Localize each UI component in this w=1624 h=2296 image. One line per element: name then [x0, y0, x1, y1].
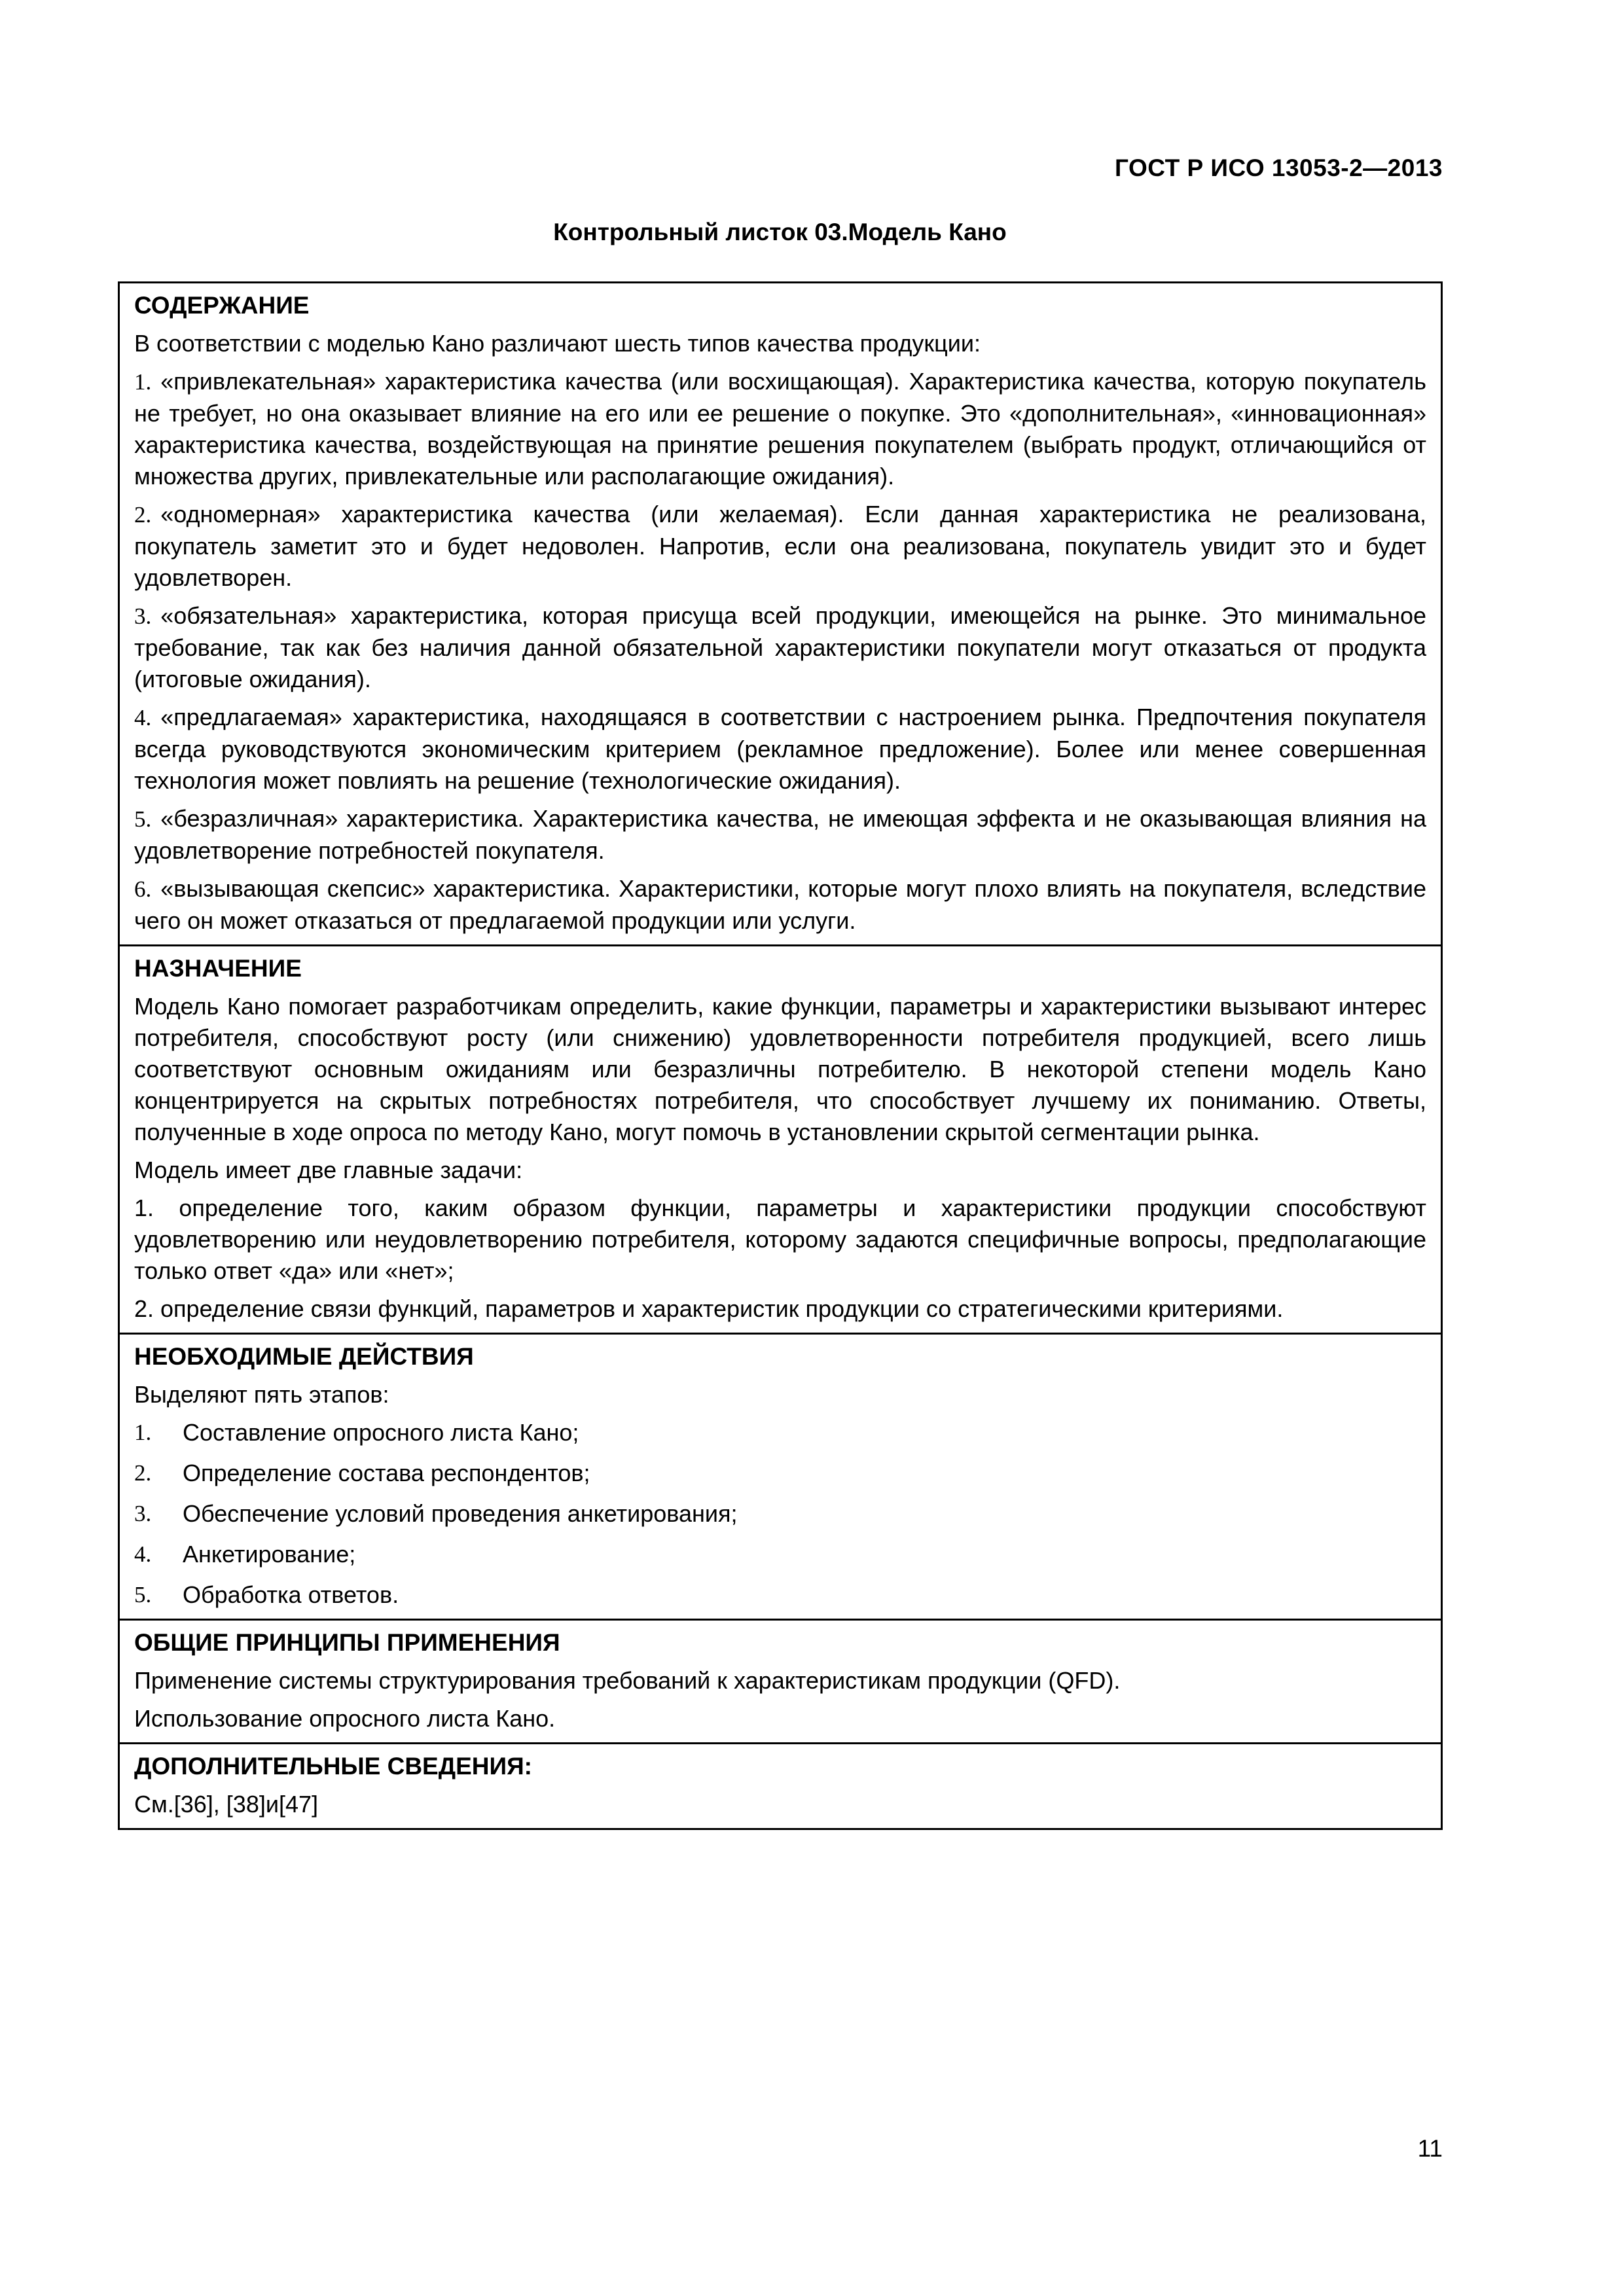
content-intro: В соответствии с моделью Кано различают шесть типов качества продукции:: [134, 330, 981, 357]
item-number: 1.: [134, 369, 152, 395]
section-heading-principles: ОБЩИЕ ПРИНЦИПЫ ПРИМЕНЕНИЯ: [134, 1629, 560, 1656]
references: См.[36], [38]и[47]: [134, 1791, 319, 1818]
item-text: «предлагаемая» характеристика, находящаяся в соответствии с настроением рынка. Предпочтения покупателя всегда руководствуются экономическим критерием (рекламное предложение). Более или менее совершенная технология может повлиять на решение (технологические ожидания).: [134, 704, 1426, 794]
step-number: 5.: [134, 1582, 152, 1607]
step-text: Обработка ответов.: [183, 1581, 399, 1608]
checklist-table: [118, 281, 1443, 1830]
purpose-paragraph: Модель Кано помогает разработчикам определить, какие функции, параметры и характеристики вызывают интерес потребителя, способствуют росту (или снижению) удовлетворенности потребителя продукцией, всего лишь соответствуют основным ожиданиям или безразличны потребителю. В некоторой степени модель Кано концентрируется на скрытых потребностях потребителя, что способствует лучшему их пониманию. Ответы, полученные в ходе опроса по методу Кано, могут помочь в установлении скрытой сегментации рынка.: [134, 993, 1426, 1145]
section-actions: [120, 1335, 1441, 1621]
content-item-3: [134, 600, 1426, 695]
step-text: Анкетирование;: [183, 1541, 356, 1568]
list-item: [134, 1539, 1426, 1570]
purpose-task-1: 1. определение того, каким образом функции, параметры и характеристики продукции способствуют удовлетворению или неудовлетворению потребителя, которому задаются специфичные вопросы, предполагающие только ответ «да» или «нет»;: [134, 1194, 1426, 1284]
section-heading-content: СОДЕРЖАНИЕ: [134, 292, 310, 319]
item-number: 5.: [134, 806, 152, 832]
content-item-1: [134, 366, 1426, 492]
list-item: [134, 1579, 1426, 1611]
step-text: Обеспечение условий проведения анкетирования;: [183, 1500, 738, 1527]
content-item-4: [134, 702, 1426, 797]
list-item: [134, 1458, 1426, 1489]
principles-line-1: Применение системы структурирования требований к характеристикам продукции (QFD).: [134, 1667, 1121, 1694]
actions-steps-list: [134, 1417, 1426, 1611]
section-heading-purpose: НАЗНАЧЕНИЕ: [134, 955, 302, 982]
standard-code: ГОСТ Р ИСО 13053-2—2013: [1115, 154, 1443, 181]
item-text: «привлекательная» характеристика качества (или восхищающая). Характеристика качества, которую покупатель не требует, но она оказывает влияние на его или ее решение о покупке. Это «дополнительная», «инновационная» характеристика качества, воздействующая на принятие решения покупателем (выбрать продукт, отличающийся от множества других, привлекательные или располагающие ожидания).: [134, 368, 1426, 490]
item-number: 6.: [134, 876, 152, 902]
principles-line-2: Использование опросного листа Кано.: [134, 1705, 556, 1732]
item-text: «безразличная» характеристика. Характеристика качества, не имеющая эффекта и не оказывающая влияния на удовлетворение потребностей покупателя.: [134, 805, 1426, 864]
document-title: Контрольный листок 03.Модель Кано: [553, 219, 1007, 245]
section-extra: [120, 1744, 1441, 1828]
page-number: 11: [1417, 2135, 1443, 2162]
item-text: «обязательная» характеристика, которая присуща всей продукции, имеющейся на рынке. Это минимальное требование, так как без наличия данной обязательной характеристики покупатели могут отказаться от продукта (итоговые ожидания).: [134, 602, 1426, 692]
actions-intro: Выделяют пять этапов:: [134, 1381, 389, 1408]
item-text: «вызывающая скепсис» характеристика. Характеристики, которые могут плохо влиять на покупателя, вследствие чего он может отказаться от предлагаемой продукции или услуги.: [134, 875, 1426, 934]
item-number: 4.: [134, 705, 152, 730]
item-number: 3.: [134, 603, 152, 629]
section-principles: [120, 1621, 1441, 1744]
content-item-2: [134, 499, 1426, 594]
item-text: «одномерная» характеристика качества (или желаемая). Если данная характеристика не реализована, покупатель заметит это и будет недоволен. Напротив, если она реализована, покупатель увидит это и будет удовлетворен.: [134, 501, 1426, 591]
purpose-tasks-intro: Модель имеет две главные задачи:: [134, 1157, 523, 1183]
item-number: 2.: [134, 502, 152, 528]
section-heading-extra: ДОПОЛНИТЕЛЬНЫЕ СВЕДЕНИЯ:: [134, 1753, 532, 1780]
step-text: Составление опросного листа Кано;: [183, 1419, 579, 1446]
list-item: [134, 1498, 1426, 1530]
step-number: 4.: [134, 1541, 152, 1567]
step-number: 3.: [134, 1501, 152, 1526]
step-number: 2.: [134, 1460, 152, 1486]
content-item-5: [134, 803, 1426, 867]
section-heading-actions: НЕОБХОДИМЫЕ ДЕЙСТВИЯ: [134, 1343, 474, 1370]
section-purpose: [120, 946, 1441, 1335]
content-item-6: [134, 873, 1426, 937]
purpose-task-2: 2. определение связи функций, параметров и характеристик продукции со стратегическими критериями.: [134, 1295, 1284, 1322]
list-item: [134, 1417, 1426, 1448]
step-text: Определение состава респондентов;: [183, 1460, 590, 1486]
section-content: [120, 283, 1441, 946]
step-number: 1.: [134, 1420, 152, 1445]
